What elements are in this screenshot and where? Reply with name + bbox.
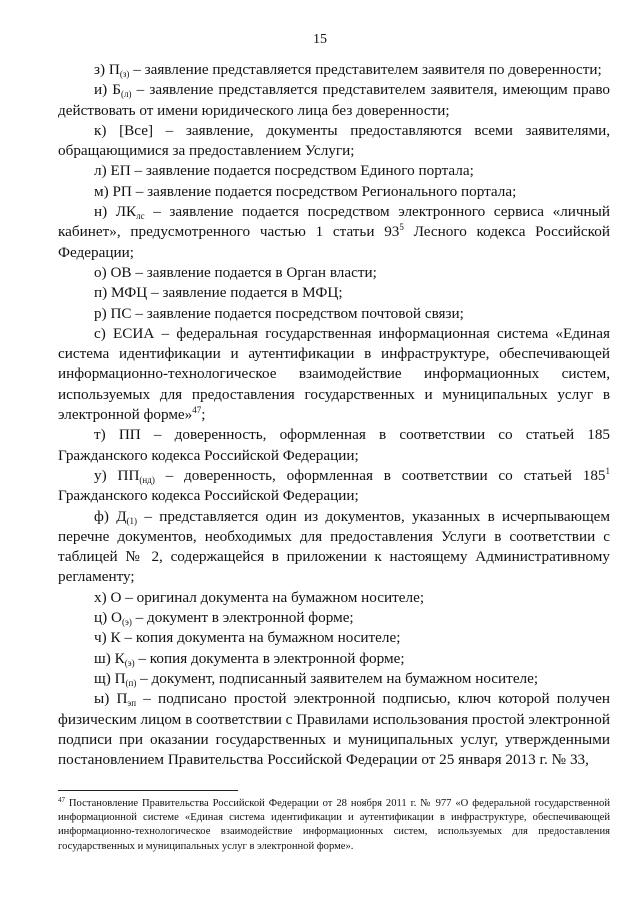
item-text: – доверенность, оформленная в соответствии со статьей 185 xyxy=(154,466,606,484)
item-marker: з) xyxy=(94,61,106,78)
footnote-divider xyxy=(58,790,238,791)
item-symbol: ОВ xyxy=(110,263,132,281)
item-marker: и) xyxy=(94,81,108,99)
item-marker: ы) xyxy=(94,690,110,708)
item-symbol: К xyxy=(110,629,121,647)
item-text: – заявление подается посредством почтовой связи; xyxy=(131,304,464,322)
item-symbol: ЕСИА xyxy=(113,324,155,342)
item-text: – заявление подается в МФЦ; xyxy=(147,284,343,302)
item-marker: у) xyxy=(94,466,107,484)
item-text: – оригинал документа на бумажном носителе; xyxy=(121,588,425,606)
item-marker: м) xyxy=(94,182,109,200)
item-text: – подписано простой электронной подписью, ключ которой получен физическим лицом в соответствии с Правилами использования простой электронной подписи при оказании государственных и муниципальных услуг, утвержденными постановлением Правительства Российской Федерации от 25 января 2013 г. № 33, xyxy=(58,690,610,769)
footnote xyxy=(58,797,610,854)
footnote-ref: 47 xyxy=(192,405,202,416)
item-text: – заявление подается в Орган власти; xyxy=(131,263,377,281)
item-symbol: РП xyxy=(112,182,132,200)
list-item xyxy=(58,182,610,202)
body-text xyxy=(58,60,610,770)
list-item xyxy=(58,507,610,588)
item-text: – заявление представляется представителем заявителя по доверенности; xyxy=(129,61,602,78)
item-symbol: О xyxy=(110,588,122,606)
item-text: – документ, подписанный заявителем на бумажном носителе; xyxy=(136,669,539,687)
item-marker: л) xyxy=(94,162,107,180)
item-symbol: ПП xyxy=(118,426,141,444)
item-text-after: ; xyxy=(201,406,206,424)
item-text-after: Гражданского кодекса Российской Федерации; xyxy=(58,487,359,505)
item-symbol: Д xyxy=(116,507,127,525)
item-symbol: МФЦ xyxy=(110,284,148,302)
item-symbol-sub: (1) xyxy=(126,515,138,526)
list-item xyxy=(58,324,610,425)
item-symbol-sub: (л) xyxy=(121,89,132,100)
item-text: – заявление подается посредством Регионального портала; xyxy=(131,182,517,200)
list-item xyxy=(58,608,610,628)
item-marker: р) xyxy=(94,304,107,322)
item-marker: п) xyxy=(94,284,108,302)
list-item xyxy=(58,689,610,770)
item-text-after: Лесного кодекса Российской Федерации; xyxy=(58,223,610,261)
item-symbol: ПС xyxy=(110,304,132,322)
item-symbol-sub: (п) xyxy=(125,677,137,688)
item-symbol: ЛК xyxy=(115,203,137,221)
item-text: – заявление подается посредством электронного сервиса «личный кабинет», предусмотренного частью 1 статьи 93 xyxy=(58,203,610,241)
footnote-number: 47 xyxy=(58,796,65,804)
item-symbol: К xyxy=(114,649,125,667)
list-item xyxy=(58,80,610,121)
list-item xyxy=(58,161,610,181)
item-text: – копия документа в электронной форме; xyxy=(134,649,405,667)
item-text: – заявление подается посредством Единого портала; xyxy=(130,162,474,180)
item-symbol-sub: (э) xyxy=(124,657,135,668)
item-text: – доверенность, оформленная в соответствии со статьей 185 Гражданского кодекса Российской Федерации; xyxy=(58,426,611,464)
item-marker: т) xyxy=(94,426,106,444)
list-item xyxy=(58,121,610,162)
list-item xyxy=(58,669,610,689)
list-item xyxy=(58,263,610,283)
item-symbol: П xyxy=(114,669,126,687)
list-item xyxy=(58,304,610,324)
page-number: 15 xyxy=(313,32,327,47)
item-symbol: [Все] xyxy=(119,121,154,139)
item-text: – заявление представляется представителем заявителя, имеющим право действовать от имени юридического лица без доверенности; xyxy=(58,81,611,119)
list-item xyxy=(58,60,610,80)
list-item xyxy=(58,202,610,263)
item-marker: ч) xyxy=(94,629,107,647)
list-item xyxy=(58,425,610,466)
item-symbol: П xyxy=(108,61,120,78)
item-marker: х) xyxy=(94,588,107,606)
item-symbol: П xyxy=(116,690,128,708)
item-marker: щ) xyxy=(94,669,111,687)
item-marker: ц) xyxy=(94,609,108,627)
item-text: – федеральная государственная информационная система «Единая система идентификации и аутентификации в инфраструктуре, обеспечивающей информационно-технологическое взаимодействие информационных систем, используемых для предоставления государственных и муниципальных услуг в электронной форме» xyxy=(58,324,611,424)
item-text: – заявление, документы предоставляются всеми заявителями, обращающимися за предоставлением Услуги; xyxy=(58,121,611,160)
item-symbol: ПП xyxy=(117,466,140,484)
list-item xyxy=(58,466,610,507)
item-text: – представляется один из документов, указанных в исчерпывающем перечне документов, необходимых для предоставления Услуги в соответствии с таблицей № 2, содержащейся в приложении к настоящему Административному регламенту; xyxy=(58,507,610,586)
item-marker: о) xyxy=(94,263,107,281)
item-text: – копия документа на бумажном носителе; xyxy=(120,629,401,647)
item-marker: к) xyxy=(94,121,107,139)
list-item xyxy=(58,283,610,303)
item-symbol: ЕП xyxy=(110,162,131,180)
item-symbol: О xyxy=(110,609,122,627)
item-text: – документ в электронной форме; xyxy=(131,609,354,627)
item-marker: ф) xyxy=(94,507,109,525)
item-symbol-sub: лс xyxy=(136,211,145,222)
list-item xyxy=(58,628,610,648)
article-superscript: 1 xyxy=(605,465,611,476)
item-symbol: Б xyxy=(112,81,122,99)
item-symbol-sub: (э) xyxy=(121,617,132,628)
item-symbol-sub: эп xyxy=(127,698,137,709)
footnote-text: Постановление Правительства Российской Федерации от 28 ноября 2011 г. № 977 «О федеральной государственной информационной системе «Единая система идентификации и аутентификации в инфраструктуре, обеспечивающей информационно-технологическое взаимодействие информационных систем, используемых для предоставления государственных и муниципальных услуг в электронной форме». xyxy=(58,798,610,852)
item-marker: с) xyxy=(94,324,106,342)
footnote-ref: 5 xyxy=(399,222,404,233)
item-marker: ш) xyxy=(94,649,111,667)
list-item xyxy=(58,588,610,608)
list-item xyxy=(58,649,610,669)
item-symbol-sub: (нд) xyxy=(139,474,155,485)
item-symbol-sub: (з) xyxy=(119,69,130,79)
item-marker: н) xyxy=(94,203,108,221)
